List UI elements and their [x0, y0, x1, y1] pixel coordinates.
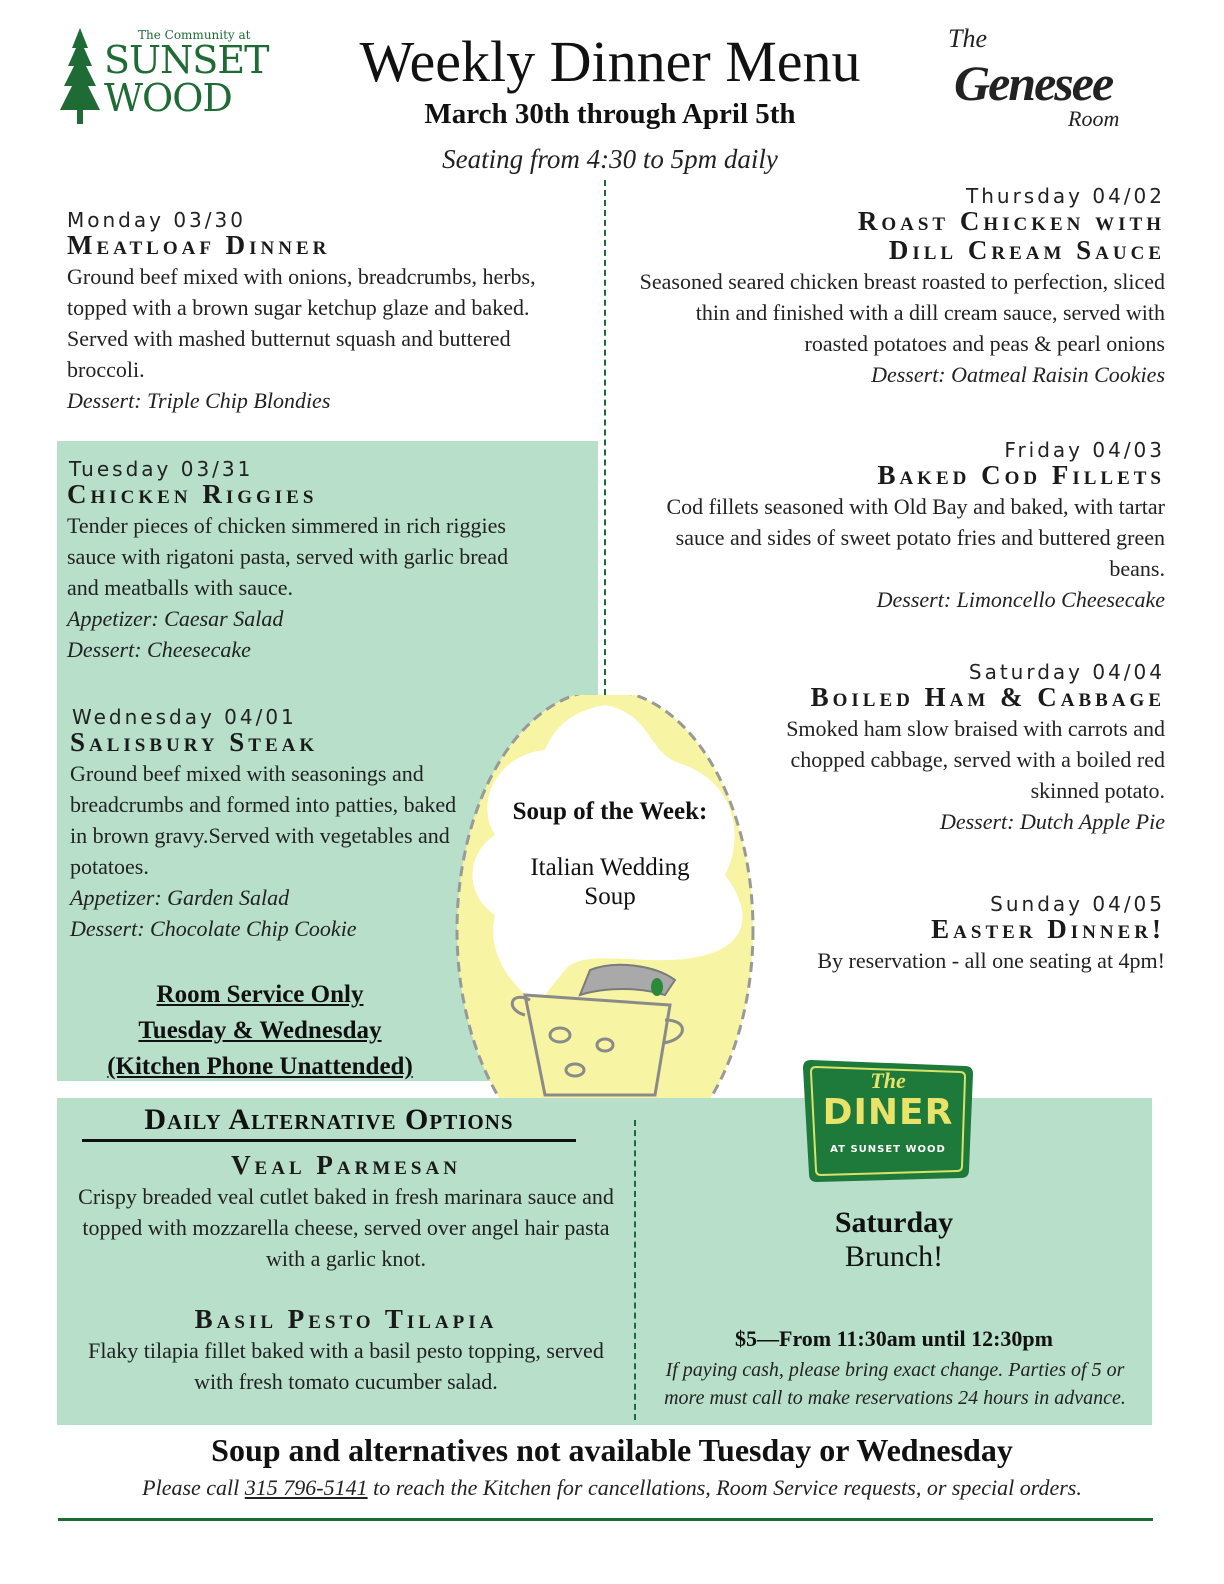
diner-note: If paying cash, please bring exact change. Parties of 5 or more must call to make reservations 24 hours in advance. — [664, 1359, 1126, 1409]
friday-day: Friday 04/03 — [1004, 438, 1165, 462]
alternatives-heading: Daily Alternative Options — [82, 1103, 576, 1142]
tuesday-dish: Chicken Riggies — [67, 479, 318, 509]
alternative-dish: Basil Pesto Tilapia — [194, 1304, 498, 1334]
friday-dish: Baked Cod Fillets — [877, 460, 1165, 490]
diner-saturday: Saturday — [834, 1206, 954, 1239]
genesee-the-text: The — [948, 24, 987, 53]
seating-info: Seating from 4:30 to 5pm daily — [442, 144, 778, 174]
thursday-dish-line2: Dill Cream Sauce — [888, 235, 1165, 265]
alternative-item — [62, 1304, 630, 1397]
alternative-item — [62, 1150, 630, 1274]
tuesday-desc: Tender pieces of chicken simmered in rich riggies sauce with rigatoni pasta, served with garlic bread and meatballs with sauce. — [67, 513, 509, 600]
footer-call — [40, 1475, 1184, 1501]
genesee-room-text: Room — [1068, 106, 1120, 131]
sunday-day: Sunday 04/05 — [990, 892, 1165, 916]
logo-community-text: The Community at — [138, 28, 251, 42]
room-service-notice — [60, 977, 460, 1085]
thursday-dessert: Dessert: Oatmeal Raisin Cookies — [871, 362, 1165, 387]
room-service-line1: Room Service Only — [156, 981, 364, 1008]
wednesday-dessert: Dessert: Chocolate Chip Cookie — [70, 916, 357, 941]
wednesday-appetizer: Appetizer: Garden Salad — [70, 885, 290, 910]
soup-label: Soup of the Week: — [512, 798, 708, 825]
tuesday-day: Tuesday 03/31 — [69, 457, 254, 481]
genesee-room-logo — [940, 24, 1140, 134]
sunset-wood-logo — [58, 26, 269, 128]
tuesday-appetizer: Appetizer: Caesar Salad — [67, 606, 284, 631]
saturday-dish: Boiled Ham & Cabbage — [810, 682, 1165, 712]
tuesday-section — [67, 457, 527, 665]
monday-day: Monday 03/30 — [67, 208, 246, 232]
genesee-name-text: Genesee — [954, 55, 1113, 111]
alternative-desc: Crispy breaded veal cutlet baked in fresh marinara sauce and topped with mozzarella cheese, served over angel hair pasta with a garlic knot. — [78, 1184, 614, 1271]
monday-section — [67, 208, 592, 416]
logo-wood-text: WOOD — [104, 76, 232, 120]
wednesday-desc: Ground beef mixed with seasonings and breadcrumbs and formed into patties, baked in brown gravy.Served with vegetables and potatoes. — [70, 761, 457, 879]
footer-call-prefix: Please call — [142, 1475, 245, 1500]
footer-rule — [58, 1518, 1153, 1521]
tuesday-dessert: Dessert: Cheesecake — [67, 637, 251, 662]
monday-desc: Ground beef mixed with onions, breadcrumbs, herbs, topped with a brown sugar ketchup glaze and baked. Served with mashed butternut squash and buttered broccoli. — [67, 264, 536, 382]
friday-section — [665, 438, 1165, 615]
diner-price: $5—From 11:30am until 12:30pm — [735, 1326, 1053, 1351]
saturday-day: Saturday 04/04 — [968, 660, 1165, 684]
soup-name-line1: Italian Wedding — [530, 854, 690, 881]
room-service-line3: (Kitchen Phone Unattended) — [107, 1053, 413, 1080]
logo-sunset-text: SUNSET — [104, 38, 269, 82]
sunday-desc: By reservation - all one seating at 4pm! — [817, 948, 1165, 973]
soup-name-line2: Soup — [584, 883, 636, 910]
pine-tree-icon — [58, 26, 102, 126]
wednesday-dish: Salisbury Steak — [70, 727, 319, 757]
wednesday-section — [70, 705, 470, 944]
monday-dessert: Dessert: Triple Chip Blondies — [67, 388, 331, 413]
monday-dish: Meatloaf Dinner — [67, 230, 331, 260]
diner-name-text: DINER — [822, 1092, 954, 1133]
alternative-dish: Veal Parmesan — [231, 1150, 461, 1180]
thursday-dish-line1: Roast Chicken with — [857, 206, 1165, 236]
sunday-dish: Easter Dinner! — [931, 914, 1165, 944]
footer-call-suffix: to reach the Kitchen for cancellations, Room Service requests, or special orders. — [367, 1475, 1082, 1500]
friday-dessert: Dessert: Limoncello Cheesecake — [876, 587, 1165, 612]
saturday-desc: Smoked ham slow braised with carrots and chopped cabbage, served with a boiled red skinned potato. — [786, 716, 1165, 803]
saturday-section — [745, 660, 1165, 837]
thursday-day: Thursday 04/02 — [966, 184, 1165, 208]
page-title: Weekly Dinner Menu — [359, 29, 861, 94]
wednesday-day: Wednesday 04/01 — [72, 705, 297, 729]
thursday-section — [630, 184, 1165, 390]
friday-desc: Cod fillets seasoned with Old Bay and baked, with tartar sauce and sides of sweet potato fries and buttered green beans. — [666, 494, 1165, 581]
sunday-section — [765, 892, 1165, 976]
diner-logo — [799, 1058, 977, 1184]
saturday-dessert: Dessert: Dutch Apple Pie — [939, 809, 1165, 834]
alternative-desc: Flaky tilapia fillet baked with a basil pesto topping, served with fresh tomato cucumber salad. — [88, 1338, 604, 1394]
kitchen-phone-link[interactable]: 315 796-5141 — [244, 1475, 368, 1500]
center-divider — [604, 180, 606, 705]
date-range: March 30th through April 5th — [424, 98, 796, 130]
thursday-desc: Seasoned seared chicken breast roasted to perfection, sliced thin and finished with a dill cream sauce, served with roasted potatoes and peas & pearl onions — [639, 269, 1165, 356]
footer-notice: Soup and alternatives not available Tuesday or Wednesday — [211, 1432, 1013, 1468]
diner-brunch: Brunch! — [844, 1240, 944, 1273]
alternatives-divider — [634, 1120, 636, 1420]
diner-the-text: The — [870, 1068, 906, 1093]
room-service-line2: Tuesday & Wednesday — [138, 1017, 382, 1044]
diner-sub-text: AT SUNSET WOOD — [830, 1144, 946, 1155]
